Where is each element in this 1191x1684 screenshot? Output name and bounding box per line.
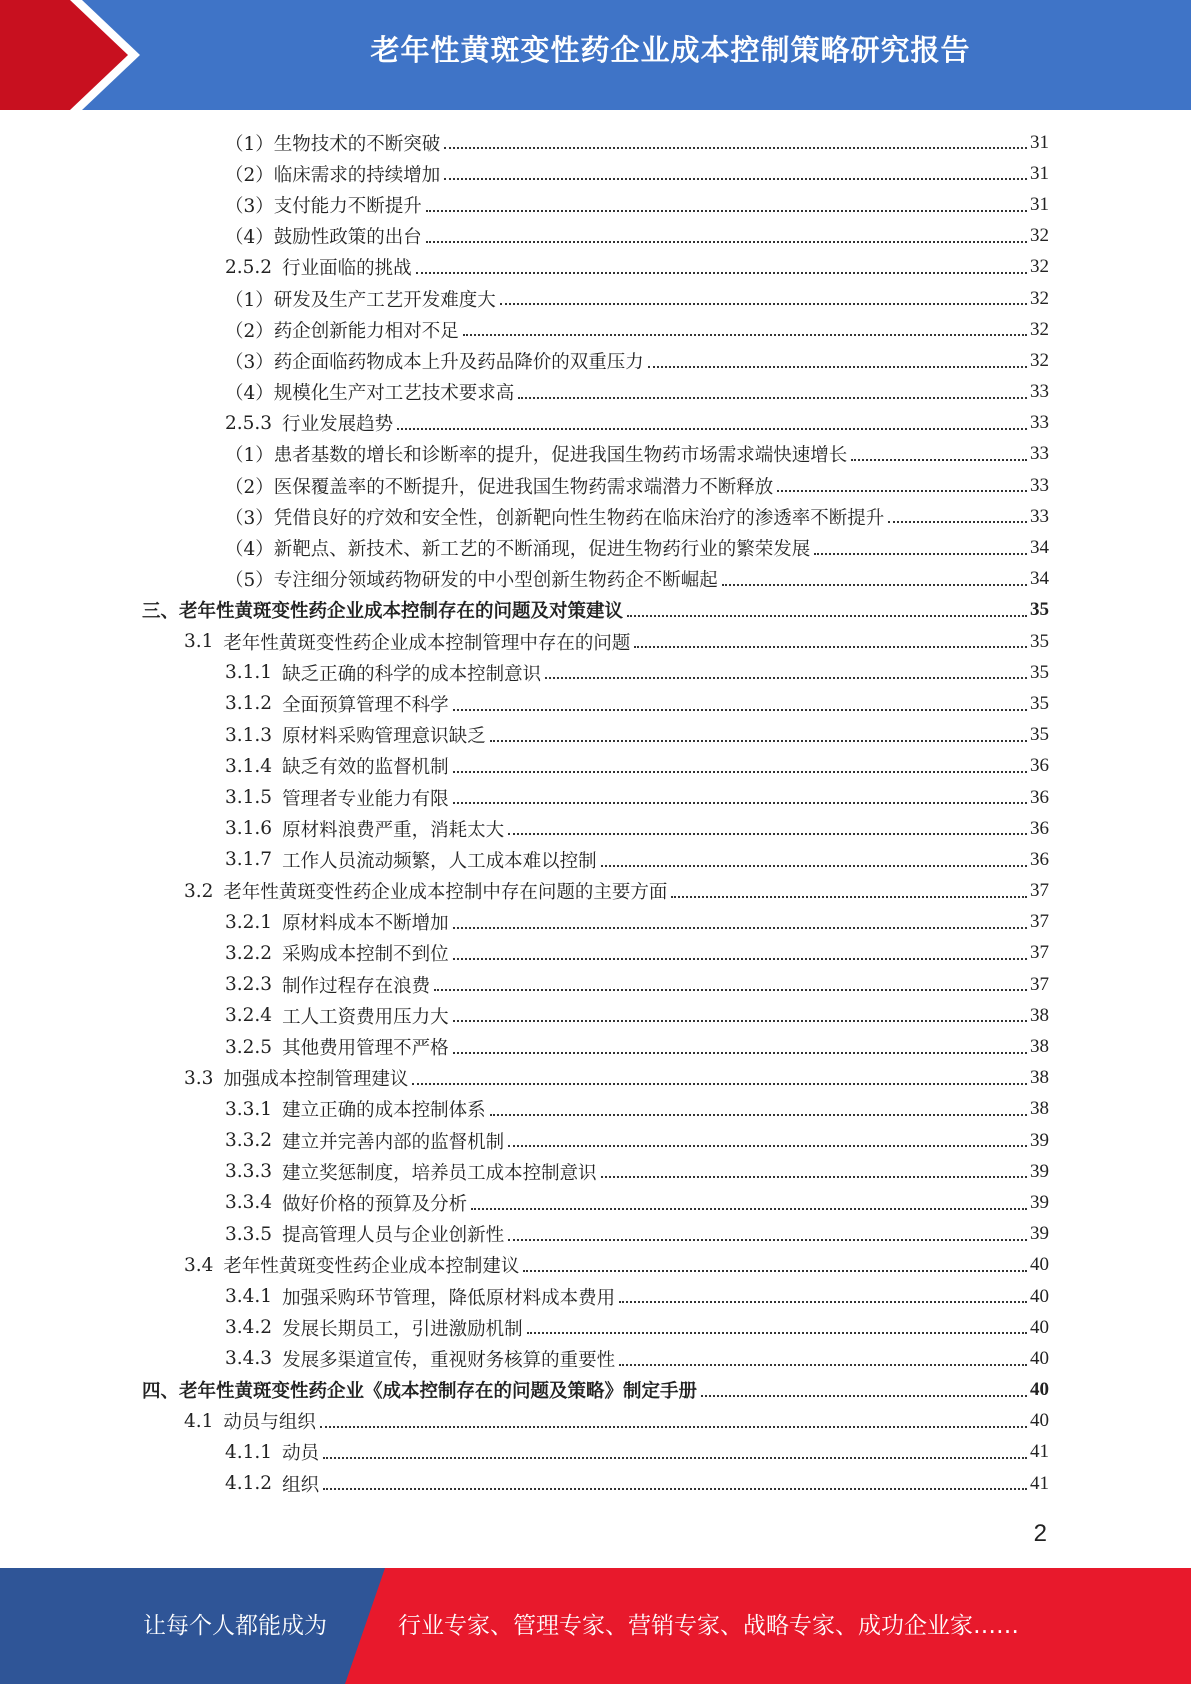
toc-entry-title: （1）生物技术的不断突破: [225, 133, 441, 155]
toc-page-number: 37: [1030, 880, 1049, 902]
toc-entry-title: （1）研发及生产工艺开发难度大: [225, 289, 496, 311]
toc-section-number: 3.3.1: [225, 1098, 273, 1120]
toc-entry[interactable]: [0, 283, 1049, 314]
toc-page-number: 39: [1030, 1129, 1049, 1151]
toc-entry-title: 管理者专业能力有限: [282, 788, 449, 810]
toc-entry[interactable]: [0, 595, 1049, 626]
toc-entry-title: 建立并完善内部的监督机制: [282, 1131, 505, 1153]
toc-entry[interactable]: [0, 1063, 1049, 1094]
toc-entry[interactable]: [0, 1219, 1049, 1250]
toc-page-number: 36: [1030, 786, 1049, 808]
toc-dot-leader: [490, 1106, 1027, 1116]
toc-page-number: 33: [1030, 381, 1049, 403]
toc-page-number: 40: [1030, 1347, 1049, 1369]
toc-entry-title: 工人工资费用压力大: [282, 1006, 449, 1028]
toc-entry[interactable]: [0, 377, 1049, 408]
toc-entry[interactable]: [0, 844, 1049, 875]
toc-entry-title: 采购成本控制不到位: [282, 944, 449, 966]
toc-page-number: 41: [1030, 1441, 1049, 1463]
toc-entry-title: 老年性黄斑变性药企业成本控制中存在问题的主要方面: [223, 882, 668, 904]
toc-section-number: 3.4.1: [225, 1286, 273, 1308]
toc-page-number: 31: [1030, 131, 1049, 153]
toc-entry[interactable]: [0, 876, 1049, 907]
toc-entry[interactable]: [0, 564, 1049, 595]
toc-entry[interactable]: [0, 1094, 1049, 1125]
toc-dot-leader: [444, 139, 1027, 149]
toc-dot-leader: [426, 233, 1027, 243]
toc-dot-leader: [490, 732, 1027, 742]
toc-entry-title: 动员: [282, 1443, 320, 1465]
toc-entry-title: 发展多渠道宣传，重视财务核算的重要性: [282, 1349, 616, 1371]
toc-page-number: 32: [1030, 225, 1049, 247]
toc-dot-leader: [453, 763, 1027, 773]
toc-page-number: 34: [1030, 537, 1049, 559]
toc-page-number: 31: [1030, 193, 1049, 215]
toc-section-number: 3.1.4: [225, 755, 273, 777]
toc-entry[interactable]: [0, 1031, 1049, 1062]
toc-entry[interactable]: [0, 1312, 1049, 1343]
toc-page-number: 33: [1030, 412, 1049, 434]
toc-entry[interactable]: [0, 1468, 1049, 1499]
toc-dot-leader: [323, 1449, 1027, 1459]
toc-page-number: 38: [1030, 1067, 1049, 1089]
report-title: 老年性黄斑变性药企业成本控制策略研究报告: [370, 33, 971, 67]
toc-entry[interactable]: [0, 720, 1049, 751]
toc-entry[interactable]: [0, 782, 1049, 813]
toc-dot-leader: [453, 950, 1027, 960]
toc-dot-leader: [508, 1231, 1027, 1241]
toc-entry[interactable]: [0, 657, 1049, 688]
toc-page-number: 35: [1030, 599, 1049, 621]
toc-dot-leader: [397, 420, 1027, 430]
toc-page-number: 32: [1030, 318, 1049, 340]
toc-page-number: 35: [1030, 630, 1049, 652]
toc-entry-title: （2）临床需求的持续增加: [225, 164, 441, 186]
toc-section-number: 3.1.3: [225, 724, 273, 746]
toc-page-number: 39: [1030, 1191, 1049, 1213]
toc-page-number: 33: [1030, 443, 1049, 465]
toc-dot-leader: [601, 857, 1027, 867]
toc-dot-leader: [619, 1293, 1027, 1303]
toc-entry-title: 其他费用管理不严格: [282, 1038, 449, 1060]
toc-page-number: 36: [1030, 817, 1049, 839]
toc-dot-leader: [634, 638, 1027, 648]
toc-entry[interactable]: [0, 688, 1049, 719]
toc-page-number: 35: [1030, 692, 1049, 714]
toc-entry[interactable]: [0, 501, 1049, 532]
toc-entry-title: 加强采购环节管理，降低原材料成本费用: [282, 1287, 616, 1309]
toc-entry[interactable]: [0, 1437, 1049, 1468]
toc-entry[interactable]: [0, 1250, 1049, 1281]
toc-section-number: 3.2.4: [225, 1005, 273, 1027]
toc-entry[interactable]: [0, 532, 1049, 563]
toc-dot-leader: [545, 669, 1027, 679]
toc-entry[interactable]: [0, 1000, 1049, 1031]
toc-page-number: 38: [1030, 1098, 1049, 1120]
toc-entry-title: 全面预算管理不科学: [282, 694, 449, 716]
toc-dot-leader: [412, 1075, 1027, 1085]
toc-dot-leader: [722, 576, 1027, 586]
toc-entry-title: 原材料采购管理意识缺乏: [282, 726, 486, 748]
red-chevron-logo: [0, 0, 160, 110]
toc-entry[interactable]: [0, 938, 1049, 969]
toc-page-number: 40: [1030, 1316, 1049, 1338]
toc-entry-title: 三、老年性黄斑变性药企业成本控制存在的问题及对策建议: [142, 601, 624, 623]
toc-entry-title: 组织: [282, 1474, 320, 1496]
table-of-contents: [0, 127, 1191, 1499]
toc-dot-leader: [320, 1418, 1027, 1428]
toc-page-number: 35: [1030, 661, 1049, 683]
toc-entry[interactable]: [0, 314, 1049, 345]
toc-entry[interactable]: [0, 439, 1049, 470]
toc-page-number: 37: [1030, 911, 1049, 933]
toc-page-number: 32: [1030, 349, 1049, 371]
toc-page-number: 34: [1030, 568, 1049, 590]
toc-dot-leader: [323, 1480, 1027, 1490]
toc-entry-title: （3）支付能力不断提升: [225, 195, 422, 217]
toc-entry-title: （3）凭借良好的疗效和安全性，创新靶向性生物药在临床治疗的渗透率不断提升: [225, 507, 885, 529]
toc-entry[interactable]: [0, 189, 1049, 220]
toc-entry[interactable]: [0, 1156, 1049, 1187]
toc-entry-title: 工作人员流动频繁，人工成本难以控制: [282, 850, 597, 872]
toc-entry[interactable]: [0, 127, 1049, 158]
toc-dot-leader: [426, 202, 1027, 212]
toc-entry[interactable]: [0, 470, 1049, 501]
toc-section-number: 3.1.2: [225, 693, 273, 715]
toc-entry-title: 四、老年性黄斑变性药企业《成本控制存在的问题及策略》制定手册: [142, 1381, 698, 1403]
toc-dot-leader: [701, 1387, 1027, 1397]
toc-entry[interactable]: [0, 345, 1049, 376]
toc-dot-leader: [888, 513, 1027, 523]
toc-entry-title: （4）鼓励性政策的出台: [225, 227, 422, 249]
toc-section-number: 3.2.5: [225, 1036, 273, 1058]
toc-entry-title: 行业面临的挑战: [282, 258, 412, 280]
toc-dot-leader: [851, 451, 1027, 461]
toc-dot-leader: [527, 1324, 1027, 1334]
toc-entry-title: 缺乏正确的科学的成本控制意识: [282, 663, 542, 685]
toc-entry[interactable]: [0, 1281, 1049, 1312]
toc-section-number: 3.2.1: [225, 911, 273, 933]
toc-dot-leader: [601, 1168, 1027, 1178]
toc-page-number: 41: [1030, 1472, 1049, 1494]
toc-section-number: 3.3.5: [225, 1223, 273, 1245]
toc-page-number: 40: [1030, 1379, 1049, 1401]
toc-entry[interactable]: [0, 1406, 1049, 1437]
toc-dot-leader: [453, 919, 1027, 929]
toc-entry-title: 提高管理人员与企业创新性: [282, 1225, 505, 1247]
toc-entry-title: 原材料浪费严重，消耗太大: [282, 819, 505, 841]
toc-page-number: 37: [1030, 973, 1049, 995]
toc-entry-title: 发展长期员工，引进激励机制: [282, 1318, 523, 1340]
toc-entry[interactable]: [0, 907, 1049, 938]
toc-entry-title: 老年性黄斑变性药企业成本控制管理中存在的问题: [223, 632, 631, 654]
toc-dot-leader: [508, 1137, 1027, 1147]
toc-entry-title: （4）规模化生产对工艺技术要求高: [225, 383, 515, 405]
toc-page-number: 32: [1030, 287, 1049, 309]
toc-section-number: 3.1.5: [225, 787, 273, 809]
toc-page-number: 33: [1030, 505, 1049, 527]
toc-entry-title: 制作过程存在浪费: [282, 975, 431, 997]
toc-entry[interactable]: [0, 751, 1049, 782]
toc-entry[interactable]: [0, 1343, 1049, 1374]
toc-entry[interactable]: [0, 158, 1049, 189]
toc-section-number: 3.3.4: [225, 1192, 273, 1214]
toc-section-number: 3.2.2: [225, 942, 273, 964]
toc-entry[interactable]: [0, 252, 1049, 283]
toc-entry-title: 原材料成本不断增加: [282, 913, 449, 935]
toc-page-number: 31: [1030, 162, 1049, 184]
toc-dot-leader: [444, 170, 1027, 180]
page-header: [0, 0, 1191, 110]
toc-entry[interactable]: [0, 969, 1049, 1000]
toc-entry[interactable]: [0, 1375, 1049, 1406]
toc-page-number: 32: [1030, 256, 1049, 278]
toc-entry-title: （1）患者基数的增长和诊断率的提升，促进我国生物药市场需求端快速增长: [225, 445, 848, 467]
toc-page-number: 37: [1030, 942, 1049, 964]
toc-entry[interactable]: [0, 1187, 1049, 1218]
toc-section-number: 4.1.1: [225, 1441, 273, 1463]
toc-section-number: 3.4.2: [225, 1317, 273, 1339]
toc-section-number: 3.4: [184, 1254, 214, 1276]
toc-dot-leader: [523, 1262, 1027, 1272]
toc-entry-title: 缺乏有效的监督机制: [282, 757, 449, 779]
toc-entry[interactable]: [0, 626, 1049, 657]
toc-entry-title: （4）新靶点、新技术、新工艺的不断涌现，促进生物药行业的繁荣发展: [225, 539, 811, 561]
toc-page-number: 38: [1030, 1004, 1049, 1026]
toc-section-number: 3.3: [184, 1067, 214, 1089]
toc-entry-title: 动员与组织: [223, 1412, 316, 1434]
toc-entry-title: （3）药企面临药物成本上升及药品降价的双重压力: [225, 351, 644, 373]
toc-page-number: 40: [1030, 1410, 1049, 1432]
toc-page-number: 36: [1030, 755, 1049, 777]
toc-page-number: 36: [1030, 848, 1049, 870]
toc-entry-title: 建立奖惩制度，培养员工成本控制意识: [282, 1162, 597, 1184]
toc-dot-leader: [453, 1012, 1027, 1022]
toc-page-number: 39: [1030, 1160, 1049, 1182]
toc-entry[interactable]: [0, 1125, 1049, 1156]
toc-entry-title: 建立正确的成本控制体系: [282, 1100, 486, 1122]
toc-section-number: 3.1.6: [225, 818, 273, 840]
toc-dot-leader: [508, 825, 1027, 835]
toc-page-number: 35: [1030, 724, 1049, 746]
toc-dot-leader: [500, 295, 1027, 305]
toc-dot-leader: [777, 482, 1027, 492]
toc-section-number: 2.5.2: [225, 256, 273, 278]
toc-entry-title: 行业发展趋势: [282, 414, 394, 436]
page-number: 2: [1033, 1520, 1047, 1547]
toc-dot-leader: [453, 701, 1027, 711]
toc-entry[interactable]: [0, 813, 1049, 844]
toc-page-number: 40: [1030, 1285, 1049, 1307]
toc-entry-title: （5）专注细分领域药物研发的中小型创新生物药企不断崛起: [225, 570, 718, 592]
toc-entry[interactable]: [0, 221, 1049, 252]
page-footer: [0, 1568, 1191, 1684]
toc-dot-leader: [463, 326, 1027, 336]
toc-entry-title: （2）药企创新能力相对不足: [225, 320, 459, 342]
toc-section-number: 3.2.3: [225, 974, 273, 996]
toc-dot-leader: [518, 389, 1027, 399]
toc-page-number: 38: [1030, 1036, 1049, 1058]
toc-page-number: 33: [1030, 474, 1049, 496]
footer-slogan-left: 让每个人都能成为: [143, 1613, 327, 1639]
toc-section-number: 3.1: [184, 631, 214, 653]
toc-section-number: 3.3.2: [225, 1130, 273, 1152]
toc-dot-leader: [627, 607, 1027, 617]
toc-entry-title: 老年性黄斑变性药企业成本控制建议: [223, 1256, 520, 1278]
toc-section-number: 3.1.7: [225, 849, 273, 871]
toc-dot-leader: [434, 981, 1027, 991]
toc-entry-title: 加强成本控制管理建议: [223, 1069, 409, 1091]
toc-page-number: 39: [1030, 1223, 1049, 1245]
footer-slogan-right: 行业专家、管理专家、营销专家、战略专家、成功企业家……: [398, 1613, 1019, 1639]
toc-dot-leader: [814, 545, 1027, 555]
toc-section-number: 4.1: [184, 1410, 214, 1432]
toc-dot-leader: [671, 888, 1027, 898]
toc-dot-leader: [453, 1044, 1027, 1054]
toc-section-number: 3.2: [184, 880, 214, 902]
toc-entry[interactable]: [0, 408, 1049, 439]
toc-entry-title: （2）医保覆盖率的不断提升，促进我国生物药需求端潜力不断释放: [225, 476, 774, 498]
toc-section-number: 3.1.1: [225, 662, 273, 684]
toc-section-number: 3.4.3: [225, 1348, 273, 1370]
toc-section-number: 3.3.3: [225, 1161, 273, 1183]
toc-entry-title: 做好价格的预算及分析: [282, 1193, 468, 1215]
toc-dot-leader: [416, 264, 1027, 274]
toc-dot-leader: [453, 794, 1027, 804]
toc-section-number: 2.5.3: [225, 412, 273, 434]
toc-dot-leader: [471, 1200, 1027, 1210]
toc-page-number: 40: [1030, 1254, 1049, 1276]
toc-section-number: 4.1.2: [225, 1473, 273, 1495]
toc-dot-leader: [648, 358, 1027, 368]
toc-dot-leader: [619, 1356, 1027, 1366]
